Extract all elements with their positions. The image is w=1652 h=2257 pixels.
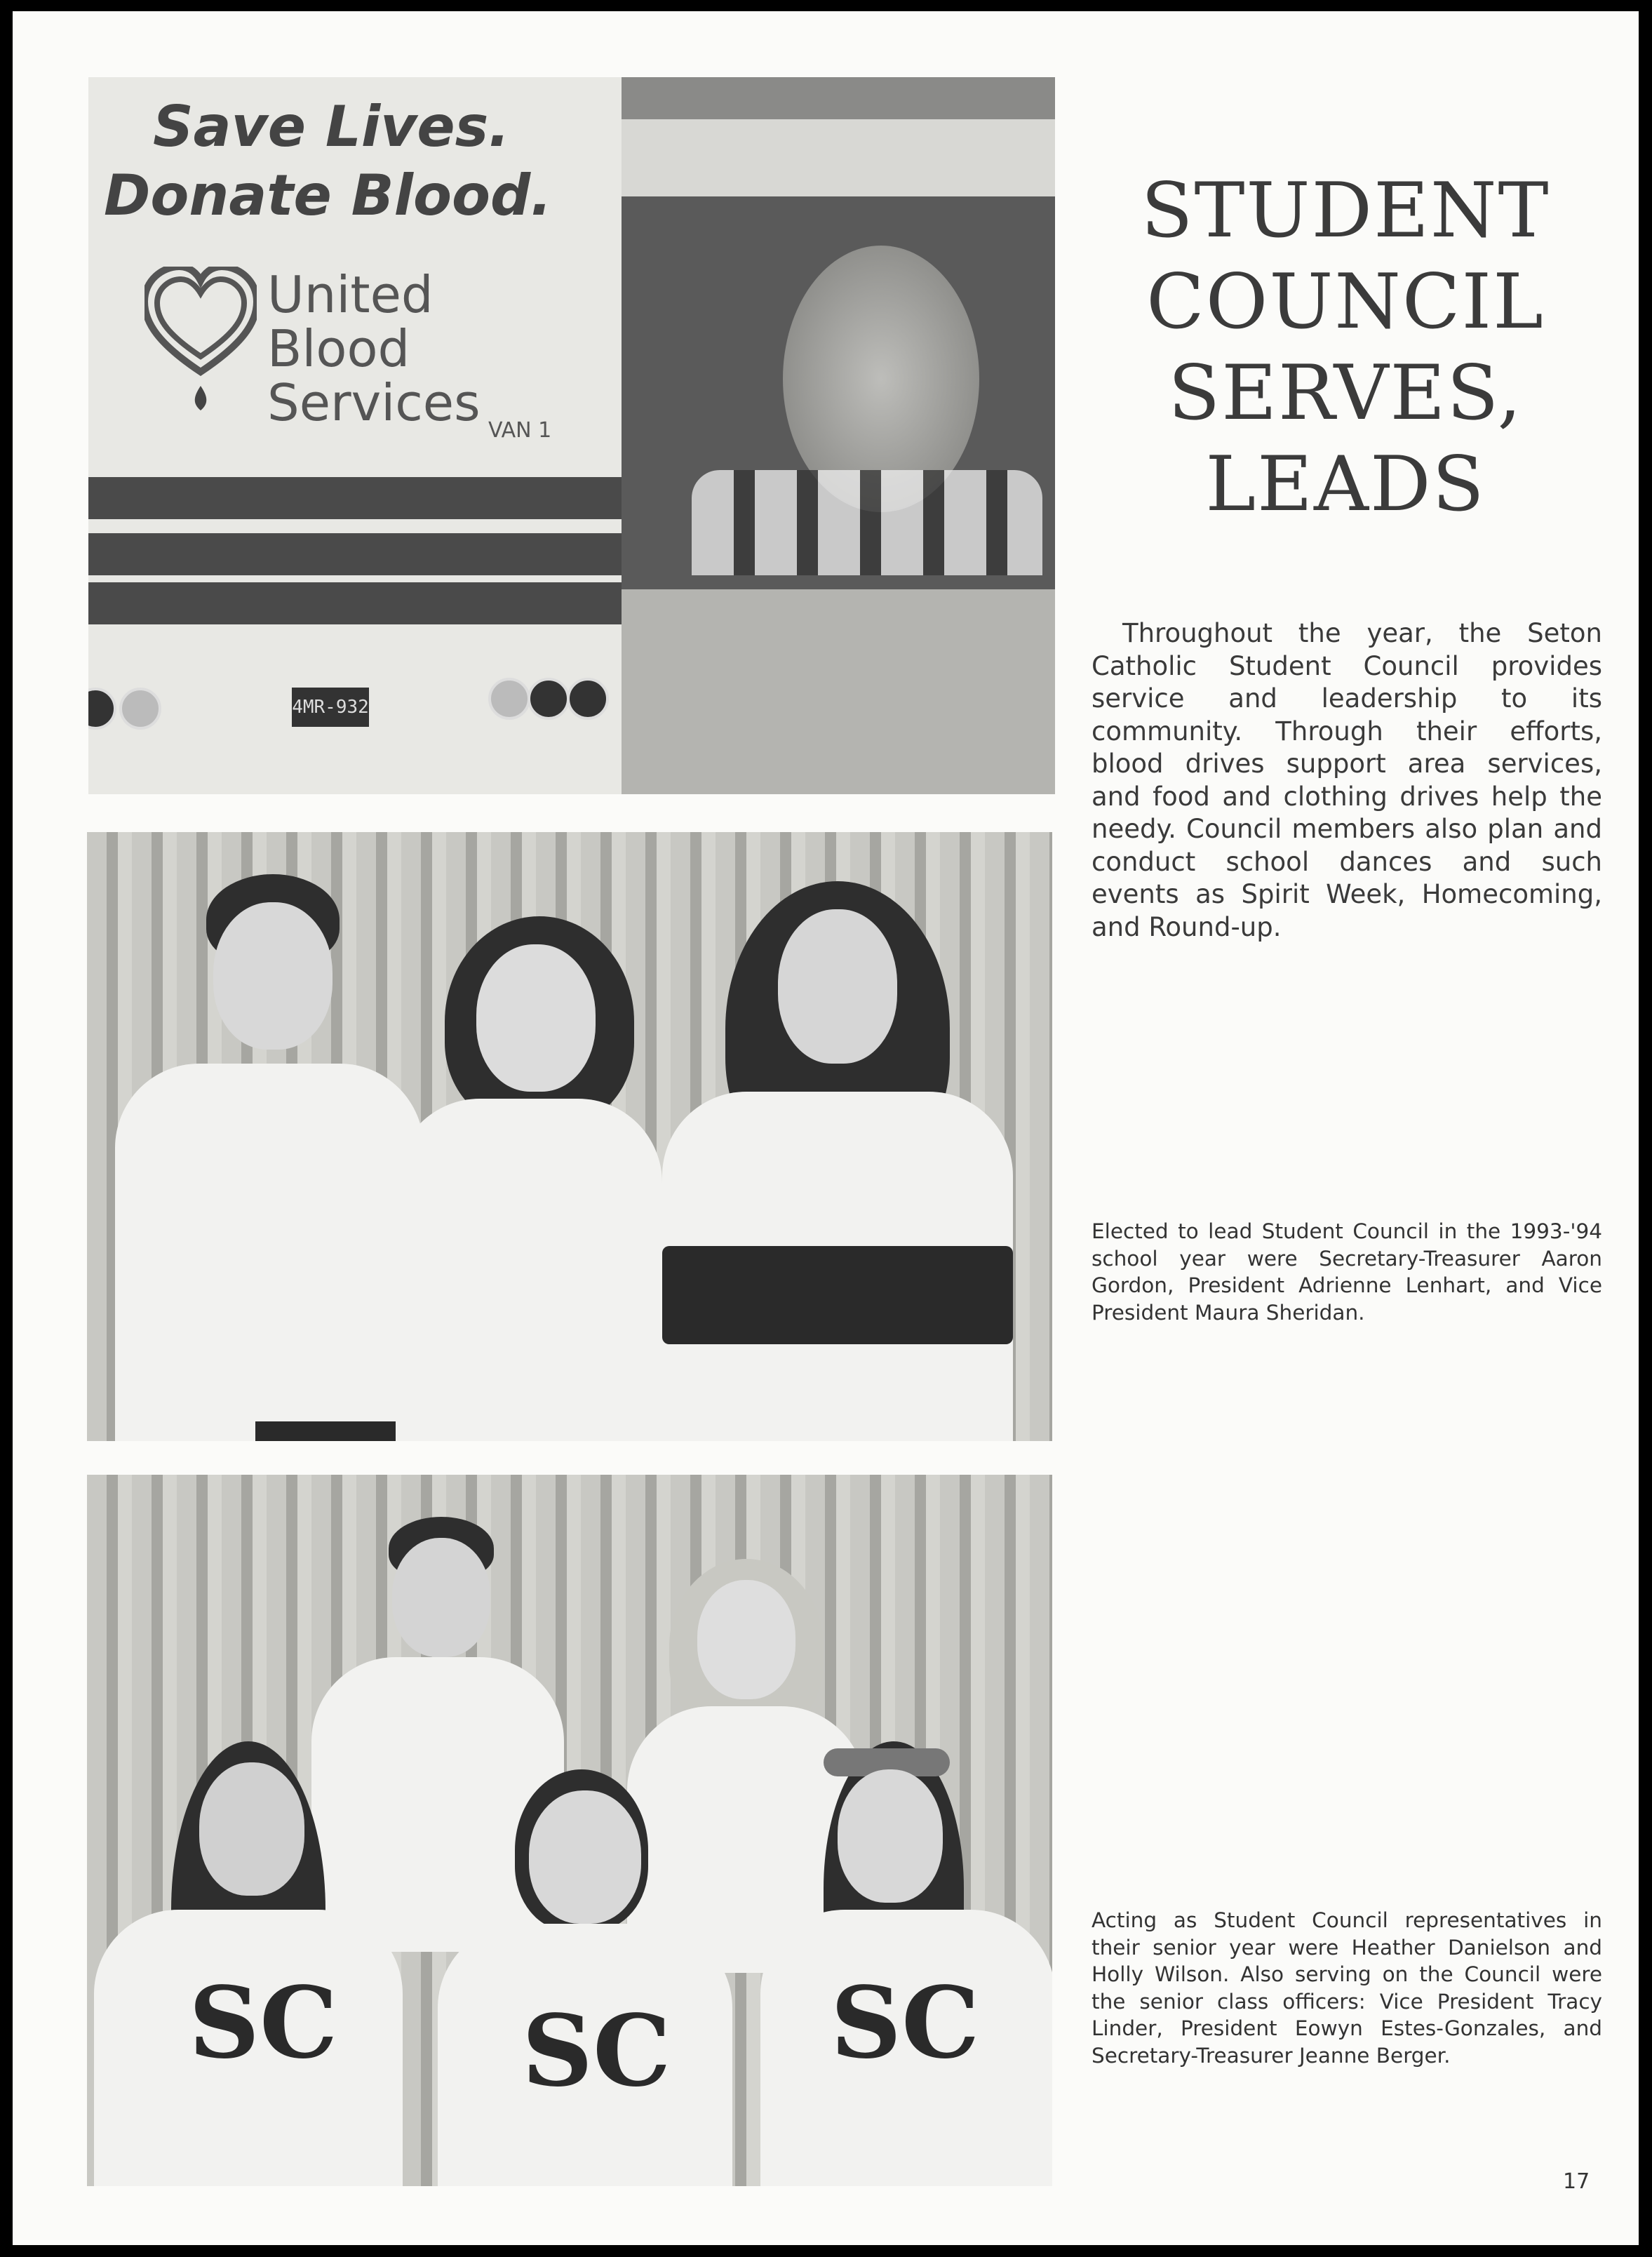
donors-group — [692, 470, 1042, 575]
tail-light — [567, 678, 609, 720]
van-label: VAN 1 — [488, 418, 552, 443]
org-name-3: Services — [267, 373, 481, 432]
page-number: 17 — [1563, 2169, 1590, 2194]
officer-right — [662, 881, 1013, 1441]
article-title — [1107, 166, 1584, 530]
heart-drop-icon — [145, 267, 257, 414]
title-line-3: SERVES, — [1168, 349, 1523, 437]
van-stripe — [88, 477, 622, 519]
sc-logo: SC — [522, 1994, 671, 2109]
blood-van — [88, 77, 622, 794]
org-name-1: United — [267, 265, 434, 324]
officers-photo — [87, 832, 1052, 1441]
van-stripe — [88, 582, 622, 624]
sc-logo: SC — [831, 1966, 980, 2081]
van-slogan-1: Save Lives. — [153, 94, 510, 159]
officers-caption: Elected to lead Student Council in the 1993-'94 school year were Secretary-Treasurer Aaron Gordon, President Adrienne Lenhart, and Vice President Maura Sheridan. — [1092, 1219, 1602, 1325]
awning — [622, 119, 1055, 196]
tail-light — [528, 678, 570, 720]
tail-light — [488, 678, 530, 720]
license-plate: 4MR-932 — [292, 688, 369, 727]
blood-drive-photo — [88, 77, 1055, 794]
van-stripe — [88, 533, 622, 575]
tail-light — [88, 688, 116, 730]
yearbook-page — [13, 11, 1639, 2245]
seniors-caption: Acting as Student Council representatives in their senior year were Heather Danielson and Holly Wilson. Also serving on the Council were the senior class officers: Vice President Tracy Linder, President Eowyn Estes-Gonzales, and Secretary-Treasurer Jeanne Berger. — [1092, 1908, 1602, 2068]
title-line-4: LEADS — [1205, 441, 1486, 528]
title-line-1: STUDENT — [1141, 167, 1550, 255]
officer-left — [115, 874, 424, 1441]
senior-front-left — [94, 1741, 403, 2186]
org-name-2: Blood — [267, 319, 410, 378]
title-line-2: COUNCIL — [1146, 258, 1545, 346]
sc-logo: SC — [189, 1966, 338, 2081]
van-slogan-2: Donate Blood. — [104, 163, 552, 228]
lawn — [622, 589, 1055, 794]
tail-light — [119, 688, 161, 730]
senior-front-right — [760, 1741, 1052, 2186]
officer-middle — [396, 916, 662, 1441]
senior-front-middle — [438, 1769, 732, 2186]
article-intro: Throughout the year, the Seton Catholic Student Council provides service and leadership to its community. Through their efforts, blood drives support area services, and food and clothing drives help the needy. Council members also plan and conduct school dances and such events as Spirit Week, Homecoming, and Round-up. — [1092, 618, 1602, 942]
seniors-photo — [87, 1475, 1052, 2186]
